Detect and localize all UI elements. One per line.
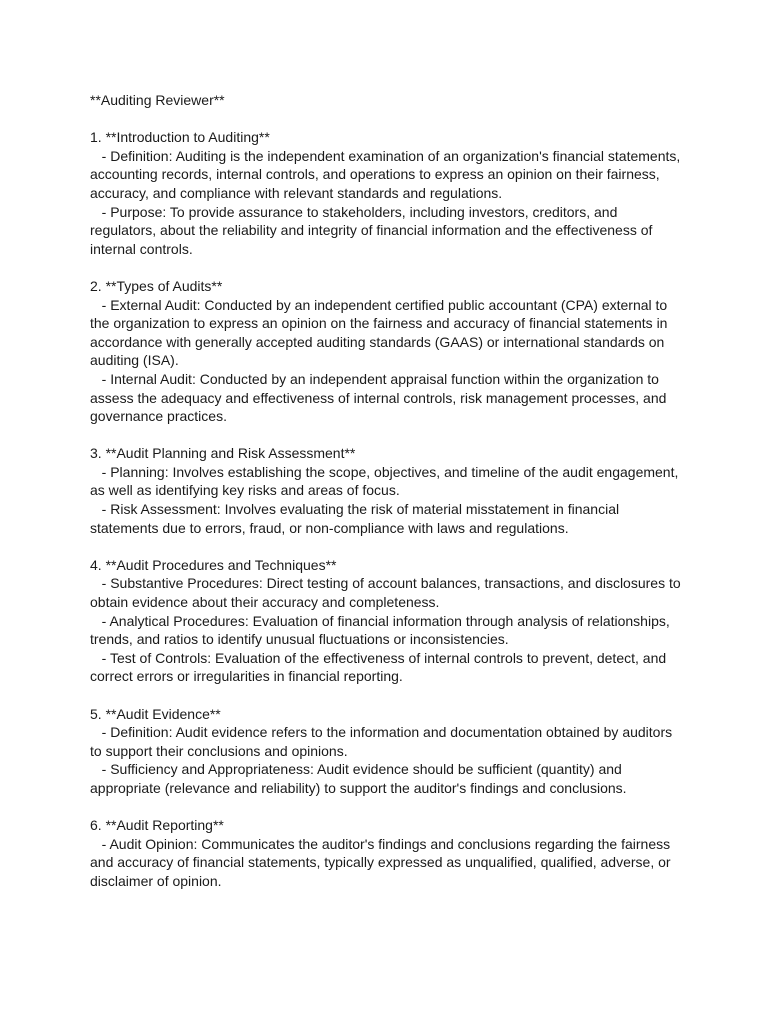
section-line: as well as identifying key risks and areas of focus. [90,482,400,499]
section-line: - Planning: Involves establishing the scope, objectives, and timeline of the audit engagement, [90,463,679,480]
section-line: disclaimer of opinion. [90,872,222,889]
section-procedures [90,556,690,686]
document-page [90,91,690,891]
section-line: - Sufficiency and Appropriateness: Audit evidence should be sufficient (quantity) and [90,761,622,778]
document-title: **Auditing Reviewer** [90,92,225,108]
section-heading: 3. **Audit Planning and Risk Assessment** [90,445,356,462]
section-line: and accuracy of financial statements, typically expressed as unqualified, qualified, adverse, or [90,854,671,871]
section-line: auditing (ISA). [90,352,179,369]
section-line: internal controls. [90,240,193,257]
section-line: trends, and ratios to identify unusual fluctuations or inconsistencies. [90,631,509,648]
section-line: statements due to errors, fraud, or non-compliance with laws and regulations. [90,519,569,536]
section-line: - Internal Audit: Conducted by an independent appraisal function within the organization to [90,370,659,387]
section-planning-risk [90,444,690,537]
section-evidence [90,705,690,798]
spacer [90,537,690,556]
section-line: regulators, about the reliability and integrity of financial information and the effectiveness of [90,222,653,239]
section-line: - Substantive Procedures: Direct testing of account balances, transactions, and disclosures to [90,575,681,592]
section-line: the organization to express an opinion on the fairness and accuracy of financial statements in [90,315,668,332]
section-heading: 1. **Introduction to Auditing** [90,129,270,146]
section-line: accuracy, and compliance with relevant standards and regulations. [90,184,503,201]
section-line: obtain evidence about their accuracy and completeness. [90,594,440,611]
section-line: - Definition: Audit evidence refers to the information and documentation obtained by auditors [90,724,673,741]
section-types-of-audits [90,277,690,426]
section-line: - Test of Controls: Evaluation of the effectiveness of internal controls to prevent, detect, and [90,649,667,666]
section-line: governance practices. [90,408,227,425]
section-line: - Audit Opinion: Communicates the auditor's findings and conclusions regarding the fairness [90,835,671,852]
section-line: - Analytical Procedures: Evaluation of financial information through analysis of relationships, [90,612,670,629]
section-heading: 5. **Audit Evidence** [90,705,221,722]
section-line: accounting records, internal controls, and operations to express an opinion on their fairness, [90,166,660,183]
section-line: - External Audit: Conducted by an independent certified public accountant (CPA) external to [90,296,668,313]
spacer [90,686,690,705]
section-line: - Definition: Auditing is the independent examination of an organization's financial statements, [90,147,681,164]
section-line: - Risk Assessment: Involves evaluating the risk of material misstatement in financial [90,501,620,518]
section-heading: 4. **Audit Procedures and Techniques** [90,556,337,573]
section-line: appropriate (relevance and reliability) to support the auditor's findings and conclusions. [90,779,627,796]
section-line: correct errors or irregularities in financial reporting. [90,668,403,685]
section-reporting [90,816,690,890]
section-heading: 6. **Audit Reporting** [90,817,224,834]
spacer [90,798,690,817]
spacer [90,258,690,277]
section-heading: 2. **Types of Audits** [90,277,223,294]
section-line: to support their conclusions and opinions. [90,742,348,759]
spacer [90,110,690,129]
section-introduction [90,128,690,258]
section-line: assess the adequacy and effectiveness of internal controls, risk management processes, and [90,389,667,406]
section-line: - Purpose: To provide assurance to stakeholders, including investors, creditors, and [90,203,618,220]
section-line: accordance with generally accepted auditing standards (GAAS) or international standards on [90,333,665,350]
spacer [90,426,690,445]
